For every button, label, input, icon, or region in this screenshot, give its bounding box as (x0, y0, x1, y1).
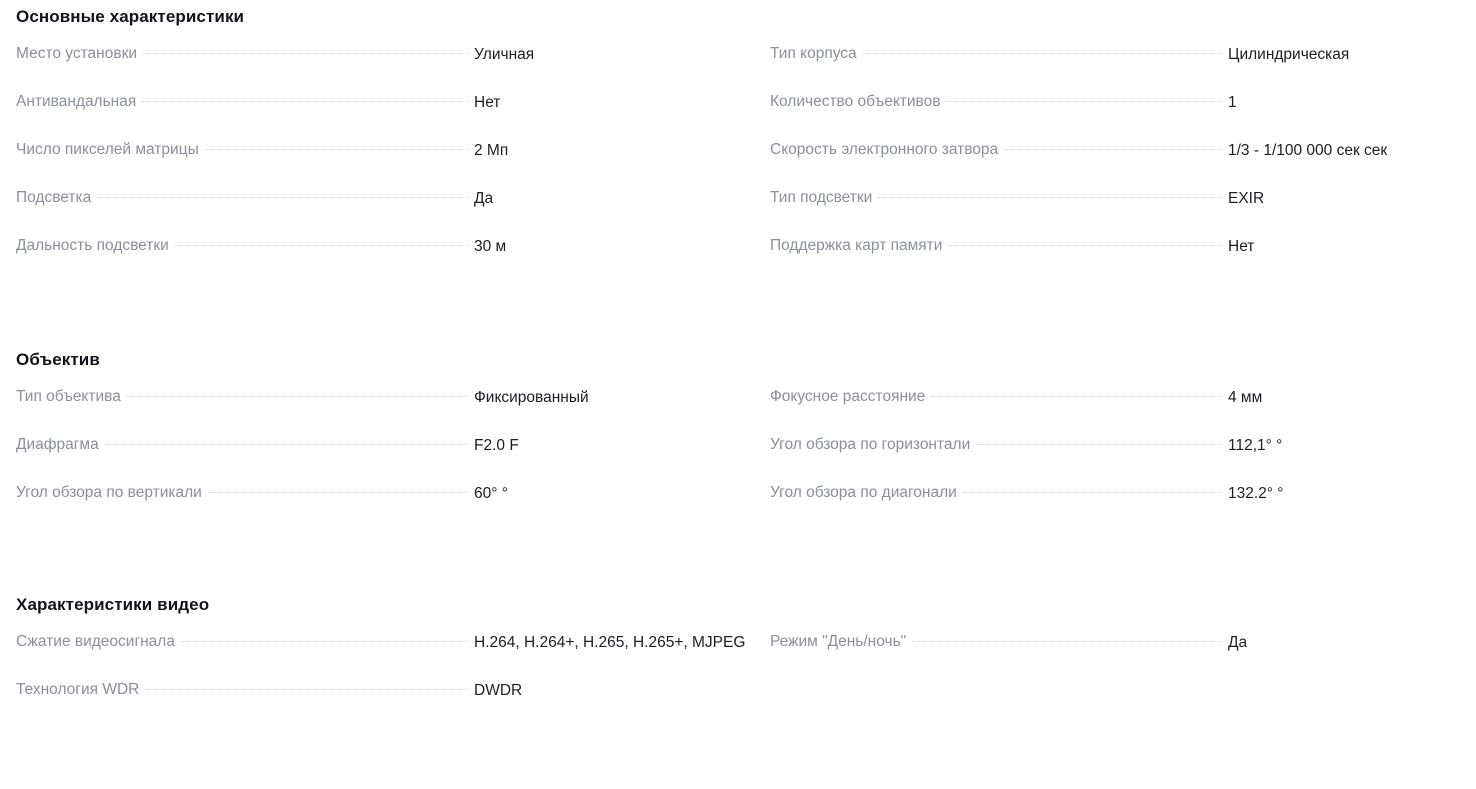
spec-label: Тип объектива (16, 388, 121, 405)
spec-label: Подсветка (16, 189, 92, 206)
leader-dots (105, 444, 468, 445)
leader-dots (127, 396, 468, 397)
spec-label-wrap (16, 632, 468, 652)
spec-label: Угол обзора по горизонтали (770, 436, 971, 453)
spec-label: Тип корпуса (770, 45, 857, 62)
spec-label: Фокусное расстояние (770, 388, 926, 405)
leader-dots (142, 101, 468, 102)
spec-value: 132.2° ° (1228, 485, 1284, 502)
spec-label: Число пикселей матрицы (16, 141, 199, 158)
spec-label: Угол обзора по вертикали (16, 484, 202, 501)
spec-row (16, 680, 770, 728)
spec-value: DWDR (474, 682, 523, 699)
spec-label-wrap (16, 44, 468, 64)
spec-row (16, 44, 770, 92)
leader-dots (963, 492, 1222, 493)
spec-label-wrap (16, 188, 468, 208)
leader-dots (976, 444, 1222, 445)
spec-row (16, 188, 770, 236)
spec-table-main (16, 44, 1460, 284)
spec-value: Да (474, 190, 494, 207)
spec-label-wrap (16, 387, 468, 407)
spec-value: EXIR (1228, 190, 1265, 207)
spec-value: 112,1° ° (1228, 437, 1283, 454)
spec-row (16, 92, 770, 140)
spec-value: Нет (474, 94, 501, 111)
spec-label: Антивандальная (16, 93, 137, 110)
spec-value: 1/3 - 1/100 000 сек сек (1228, 142, 1388, 159)
spec-label: Дальность подсветки (16, 237, 169, 254)
spec-row (16, 483, 770, 531)
spec-label-wrap (16, 483, 468, 503)
leader-dots (181, 641, 468, 642)
leader-dots (948, 245, 1222, 246)
leader-dots (1004, 149, 1222, 150)
spec-label-wrap (16, 92, 468, 112)
section-title-lens: Объектив (16, 350, 100, 369)
spec-value: Уличная (474, 46, 535, 63)
spec-label: Тип подсветки (770, 189, 873, 206)
spec-label-wrap (770, 435, 1222, 455)
leader-dots (912, 641, 1222, 642)
spec-row (770, 387, 1460, 435)
spec-label-wrap (16, 435, 468, 455)
spec-value: Нет (1228, 238, 1255, 255)
spec-value: 30 м (474, 238, 507, 255)
spec-value: 1 (1228, 94, 1237, 111)
leader-dots (931, 396, 1222, 397)
spec-label-wrap (770, 236, 1222, 256)
leader-dots (145, 689, 468, 690)
spec-label-wrap (16, 140, 468, 160)
spec-label-wrap (770, 387, 1222, 407)
leader-dots (205, 149, 468, 150)
spec-row (16, 140, 770, 188)
leader-dots (97, 197, 468, 198)
spec-row (770, 435, 1460, 483)
spec-row (770, 44, 1460, 92)
spec-row (770, 92, 1460, 140)
spec-label-wrap (770, 632, 1222, 652)
spec-value: 2 Мп (474, 142, 509, 159)
spec-label-wrap (770, 140, 1222, 160)
spec-table-video (16, 632, 1460, 728)
spec-row (16, 387, 770, 435)
spec-label: Поддержка карт памяти (770, 237, 943, 254)
spec-table-lens (16, 387, 1460, 531)
spec-row (770, 140, 1460, 188)
section-title-main: Основные характеристики (16, 7, 245, 26)
spec-row (770, 236, 1460, 284)
spec-value: Фиксированный (474, 389, 589, 406)
spec-row (16, 632, 770, 680)
spec-value: Да (1228, 634, 1248, 651)
leader-dots (863, 53, 1222, 54)
leader-dots (175, 245, 468, 246)
spec-row (770, 483, 1460, 531)
spec-label-wrap (16, 236, 468, 256)
spec-label-wrap (770, 188, 1222, 208)
spec-row (770, 188, 1460, 236)
spec-label-wrap (770, 483, 1222, 503)
spec-label-wrap (770, 44, 1222, 64)
spec-label: Угол обзора по диагонали (770, 484, 957, 501)
spec-label: Количество объективов (770, 93, 941, 110)
section-title-video: Характеристики видео (16, 595, 210, 614)
spec-row (770, 632, 1460, 680)
spec-label: Технология WDR (16, 681, 140, 698)
spec-label: Скорость электронного затвора (770, 141, 999, 158)
spec-label: Место установки (16, 45, 138, 62)
leader-dots (143, 53, 468, 54)
leader-dots (878, 197, 1222, 198)
spec-label-wrap (770, 92, 1222, 112)
spec-value: Цилиндрическая (1228, 46, 1350, 63)
spec-label: Режим "День/ночь" (770, 633, 907, 650)
spec-value: F2.0 F (474, 437, 519, 454)
spec-label: Диафрагма (16, 436, 99, 453)
spec-label: Сжатие видеосигнала (16, 633, 175, 650)
spec-value: 60° ° (474, 485, 508, 502)
leader-dots (946, 101, 1222, 102)
spec-value: H.264, H.264+, H.265, H.265+, MJPEG (474, 634, 746, 651)
spec-value: 4 мм (1228, 389, 1263, 406)
leader-dots (208, 492, 468, 493)
spec-row (16, 236, 770, 284)
spec-label-wrap (16, 680, 468, 700)
spec-row (16, 435, 770, 483)
